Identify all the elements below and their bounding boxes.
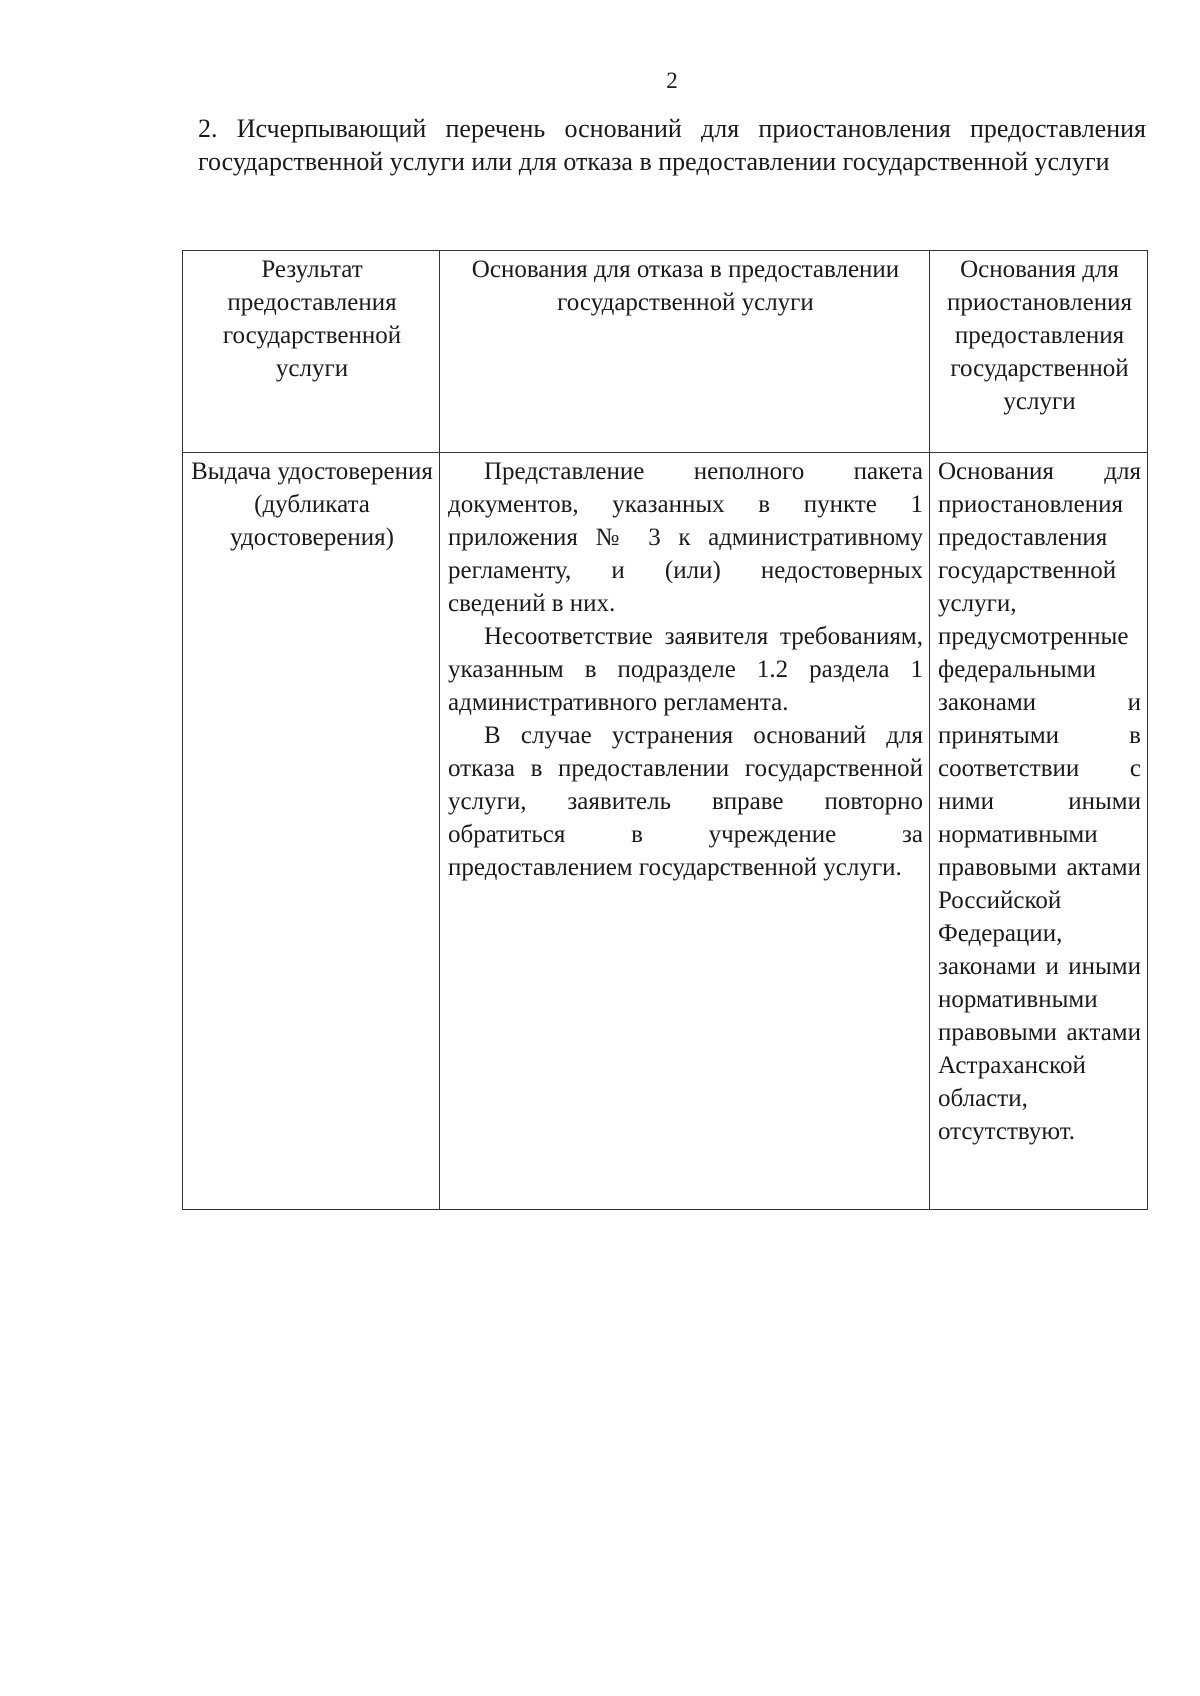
header-refusal-grounds: Основания для отказа в предоставлении государственной услуги (440, 251, 930, 453)
grounds-table (182, 250, 1148, 1210)
table-row (183, 453, 1148, 1210)
cell-suspension-grounds: Основания для приостановления предоставления государственной услуги, предусмотренные федеральными законами и принятыми в соответствии с ними иными нормативными правовыми актами Российской Федерации, законами и иными нормативными правовыми актами Астраханской области, отсутствуют. (930, 453, 1148, 1210)
header-suspension-grounds: Основания для приостановления предоставления государственной услуги (930, 251, 1148, 453)
refusal-paragraph: В случае устранения оснований для отказа в предоставлении государственной услуги, заявитель вправе повторно обратиться в учреждение за предоставлением государственной услуги. (448, 722, 923, 881)
refusal-paragraph: Несоответствие заявителя требованиям, указанным в подразделе 1.2 раздела 1 административного регламента. (448, 623, 923, 716)
section-heading: 2. Исчерпывающий перечень оснований для приостановления предоставления государственной услуги или для отказа в предоставлении государственной услуги (198, 114, 1146, 176)
refusal-paragraph: Представление неполного пакета документов, указанных в пункте 1 приложения № 3 к административному регламенту, и (или) недостоверных сведений в них. (448, 458, 923, 617)
page-number: 2 (666, 68, 678, 93)
cell-refusal-grounds (440, 453, 930, 1210)
cell-result: Выдача удостоверения (дубликата удостоверения) (183, 453, 440, 1210)
table-header-row (183, 251, 1148, 453)
header-result: Результат предоставления государственной услуги (183, 251, 440, 453)
